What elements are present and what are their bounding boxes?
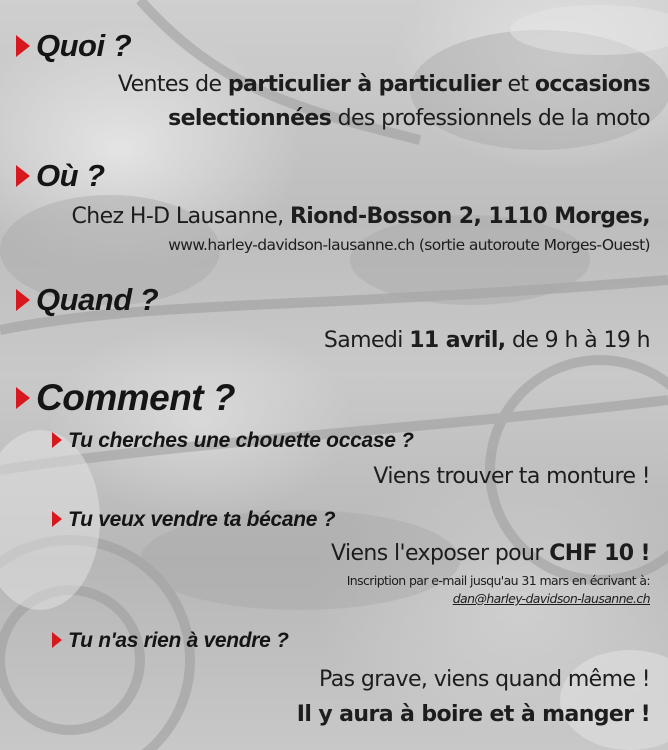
comment-question-2 xyxy=(52,508,335,532)
answer-text: Pas grave, viens quand même ! xyxy=(319,667,650,692)
red-arrow-icon xyxy=(16,165,30,187)
ou-text: Chez H-D Lausanne, xyxy=(71,204,290,229)
quand-date: 11 avril, xyxy=(409,328,506,353)
heading-comment-text: Comment ? xyxy=(36,377,235,418)
quand-text: Samedi xyxy=(323,328,410,353)
heading-quoi-text: Quoi ? xyxy=(36,28,132,63)
answer-bold: Il y aura à boire et à manger ! xyxy=(296,702,650,727)
heading-ou xyxy=(16,160,105,191)
comment-answer-3b xyxy=(297,702,650,727)
heading-quand-text: Quand ? xyxy=(36,282,159,317)
comment-question-3 xyxy=(52,629,289,653)
comment-answer-2 xyxy=(331,541,650,566)
comment-answer-3a xyxy=(319,667,650,692)
quoi-text: et xyxy=(501,72,535,97)
ou-address: Riond-Bosson 2, 1110 Morges, xyxy=(289,204,650,229)
registration-email-link[interactable] xyxy=(453,591,650,606)
quoi-bold: occasions xyxy=(534,72,650,97)
red-arrow-icon xyxy=(52,632,62,648)
comment-answer-1 xyxy=(373,464,650,489)
comment-question-1 xyxy=(52,429,414,453)
note-text: Inscription par e-mail jusqu'au 31 mars en écrivant à: xyxy=(346,573,650,588)
heading-quand xyxy=(16,284,158,315)
heading-ou-text: Où ? xyxy=(36,158,105,193)
red-arrow-icon xyxy=(16,35,30,57)
answer-text: Viens l'exposer pour xyxy=(331,541,550,566)
question-text: Tu cherches une chouette occase ? xyxy=(68,429,414,452)
ou-website-line xyxy=(168,236,650,254)
email-text[interactable]: dan@harley-davidson-lausanne.ch xyxy=(452,591,650,606)
quoi-line-2 xyxy=(168,106,650,131)
answer-text: Viens trouver ta monture ! xyxy=(373,464,650,489)
registration-note xyxy=(347,573,650,588)
question-text: Tu veux vendre ta bécane ? xyxy=(68,508,336,531)
price: CHF 10 ! xyxy=(549,541,650,566)
quoi-bold: particulier à particulier xyxy=(227,72,502,97)
red-arrow-icon xyxy=(52,511,62,527)
quoi-text: des professionnels de la moto xyxy=(331,106,650,131)
red-arrow-icon xyxy=(16,289,30,311)
quoi-text: Ventes de xyxy=(117,72,228,97)
ou-line-1 xyxy=(72,204,650,229)
heading-quoi xyxy=(16,30,131,61)
quand-hours: de 9 h à 19 h xyxy=(505,328,650,353)
question-text: Tu n'as rien à vendre ? xyxy=(68,629,289,652)
quand-line xyxy=(324,328,650,353)
ou-website: www.harley-davidson-lausanne.ch (sortie autoroute Morges-Ouest) xyxy=(168,236,650,254)
quoi-bold: selectionnées xyxy=(168,106,332,131)
red-arrow-icon xyxy=(16,387,30,409)
red-arrow-icon xyxy=(52,432,62,448)
quoi-line-1 xyxy=(118,72,650,97)
heading-comment xyxy=(16,379,235,416)
